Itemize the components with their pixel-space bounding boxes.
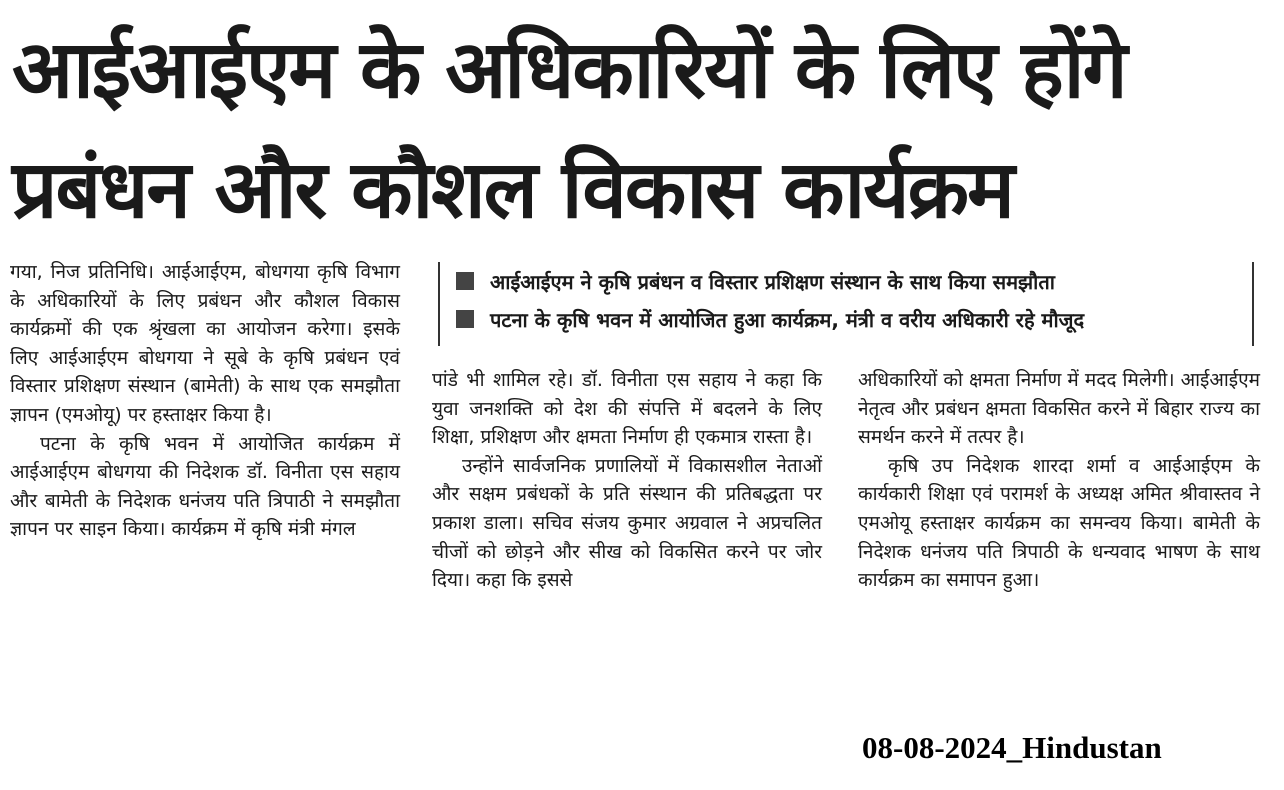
deck-item xyxy=(440,300,1252,338)
date-source-caption: 08-08-2024_Hindustan xyxy=(862,730,1162,765)
headline-line-2: प्रबंधन और कौशल विकास कार्यक्रम xyxy=(12,143,1013,236)
square-bullet-icon xyxy=(456,272,474,290)
article-column-2 xyxy=(432,366,822,595)
paragraph: उन्होंने सार्वजनिक प्रणालियों में विकासशील नेताओं और सक्षम प्रबंधकों के प्रति संस्थान की प्रतिबद्धता पर प्रकाश डाला। सचिव संजय कुमार अग्रवाल ने अप्रचलित चीजों को छोड़ने और सीख को विकसित करने पर जोर दिया। कहा कि इससे xyxy=(432,454,822,592)
paragraph: पटना के कृषि भवन में आयोजित कार्यक्रम में आईआईएम बोधगया की निदेशक डॉ. विनीता एस सहाय और बामेती के निदेशक धनंजय पति त्रिपाठी ने समझौता ज्ञापन पर साइन किया। कार्यक्रम में कृषि मंत्री मंगल xyxy=(10,432,400,541)
deck-text: पटना के कृषि भवन में आयोजित हुआ कार्यक्रम, मंत्री व वरीय अधिकारी रहे मौजूद xyxy=(490,307,1085,332)
article-column-3 xyxy=(858,366,1260,595)
square-bullet-icon xyxy=(456,310,474,328)
article-column-1 xyxy=(10,258,400,544)
headline-line-1: आईआईएम के अधिकारियों के लिए होंगे xyxy=(12,23,1126,116)
paragraph: कृषि उप निदेशक शारदा शर्मा व आईआईएम के कार्यकारी शिक्षा एवं परामर्श के अध्यक्ष अमित श्रीवास्तव ने एमओयू हस्ताक्षर कार्यक्रम का समन्वय किया। बामेती के निदेशक धनंजय पति त्रिपाठी के धन्यवाद भाषण के साथ कार्यक्रम का समापन हुआ। xyxy=(858,454,1260,592)
paragraph: अधिकारियों को क्षमता निर्माण में मदद मिलेगी। आईआईएम नेतृत्व और प्रबंधन क्षमता विकसित करने में बिहार राज्य का समर्थन करने में तत्पर है। xyxy=(858,369,1260,449)
paragraph: गया, निज प्रतिनिधि। आईआईएम, बोधगया कृषि विभाग के अधिकारियों के लिए प्रबंधन और कौशल विकास कार्यक्रमों की एक श्रृंखला का आयोजन करेगा। इसके लिए आईआईएम बोधगया ने सूबे के कृषि प्रबंधन एवं विस्तार प्रशिक्षण संस्थान (बामेती) के साथ एक समझौता ज्ञापन (एमओयू) पर हस्ताक्षर किया है। xyxy=(10,261,400,426)
paragraph: पांडे भी शामिल रहे। डॉ. विनीता एस सहाय ने कहा कि युवा जनशक्ति को देश की संपत्ति में बदलने के लिए शिक्षा, प्रशिक्षण और क्षमता निर्माण ही एकमात्र रास्ता है। xyxy=(432,369,822,449)
deck-item xyxy=(440,262,1252,300)
subheadline-deck xyxy=(438,262,1254,346)
deck-text: आईआईएम ने कृषि प्रबंधन व विस्तार प्रशिक्षण संस्थान के साथ किया समझौता xyxy=(490,269,1055,294)
